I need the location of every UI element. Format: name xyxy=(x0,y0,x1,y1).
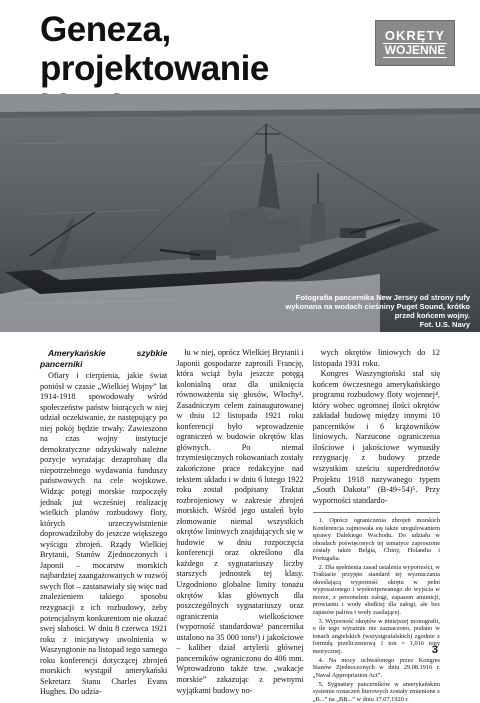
column-2 xyxy=(176,348,304,695)
title-line-1: Geneza, projektowanie xyxy=(40,10,269,88)
footnote: 4. Na mocy uchwalonego przez Kongres Stanów Zjednoczonych w dniu 29.08.1916 r. „Naval Appropriation Act”. xyxy=(312,656,440,679)
photo-credit: Fot. U.S. Navy xyxy=(419,320,470,329)
page-number: 3 xyxy=(431,644,438,656)
footnote: 2. Dla spełnienia zasad ustalenia wyporności, w Traktacie przyjęto standard tej wyznaczania określającą wyporność okrętu w pełni wyposażonego i wyekwipowanego do wyjścia w morze, z personelem załogi, zapasem amunicji, prowiantu i wody słodkiej dla załogi, ale bez zapasów paliwa i wody zasilającej. xyxy=(312,563,440,616)
magazine-logo xyxy=(375,20,455,66)
paragraph: łu w niej, oprócz Wielkiej Brytanii i Japonii gospodarze zaprosili Francję, która wciąż była jeszcze potęgą kolonialną oraz dla uniknięcia równoważenia się głosów, Włochy¹. Zasadniczym celem zainaugurowanej w dniu 12 listopada 1921 roku konferencji było wprowadzenie ograniczeń w budowie okrętów klas głównych. Po niemal trzymiesięcznych rokowaniach zostały zakończone prace redakcyjne nad tekstem układu i w dniu 6 lutego 1922 roku został podpisany Traktat rozbrojeniowy w zakresie zbrojeń morskich. Wśród jego ustaleń było złomowanie niemal wszystkich okrętów liniowych znajdujących się w budowie w dniu rozpoczęcia konferencji oraz określono dla każdego z sygnatariuszy liczby starszych jednostek tej klasy. Uzgodniono globalne limity tonażu okrętów klas głównych dla poszczególnych sygnatariuszy oraz ograniczenia wielkościowe (wyporność standardowa² pancernika ustalono na 35 000 tons³) i jakościowe – kaliber dział artylerii głównej pancerników ograniczono do 406 mm. Wprowadzono także tzw. „wakacje morskie” zakazując z pewnymi wyjątkami budowy no- xyxy=(176,348,304,695)
paragraph: wych okrętów liniowych do 12 listopada 1931 roku. xyxy=(312,348,440,368)
footnotes xyxy=(313,512,440,703)
logo-line-2: WOJENNE xyxy=(384,42,446,57)
column-1 xyxy=(40,348,168,697)
article-body xyxy=(40,348,440,703)
photo-caption xyxy=(282,293,470,329)
footnote: 3. Wyporność okrętów w niniejszej monografii, o ile tego wyraźnie nie zaznaczono, podano w tonach angielskich (wszystgrafalskich) zgodnie z formułą przeliczeniową 1 ton = 1,016 tony metrycznej. xyxy=(312,617,440,655)
column-3 xyxy=(312,348,440,703)
section-heading: Amerykańskie szybkie pancerniki xyxy=(40,348,168,369)
paragraph: Kongres Waszyngtoński stał się końcem ówczesnego amerykańskiego programu rozbudowy floty wojennej⁴, który wobec ogromnej ilości okrętów zakładał budowę między innymi 10 pancerników i 6 krążowników liniowych. Narzucone ograniczenia ilościowe i jakościowe wymusiły rezygnację z budowy przede wszystkim sześciu superdrednotów Projektu 1918 nazywanego typem „South Dakota” (B-49÷54)⁵. Przy wyporności standardo- xyxy=(312,369,440,505)
caption-text: Fotografia pancernika New Jersey od strony rufy wykonana na wodach cieśniny Puget Sound, krótko przed końcem wojny. xyxy=(285,293,470,320)
paragraph: Ofiary i cierpienia, jakie świat poniósł w czasie „Wielkiej Wojny” lat 1914-1918 spowodowały wśród społeczeństw państw biorących w niej udział oczekiwanie, że następujący po niej pokój będzie trwały. Zawieszono na czas wojny instytucje demokratyczne odzyskiwały należne pozycje wyrażając dezaprobatę dla niepotrzebnego wydawania funduszy państwowych na cele wojskowe. Widząc potęgi morskie rozpoczęły jednak już wcześniej realizację wielkich planów rozbudowy floty, których urzeczywistnienie doprowadziłoby do jeszcze większego wyścigu zbrojeń. Rządy Wielkiej Brytanii, Stanów Zjednoczonych i Japonii – mocarstw morskich najbardziej zaangażowanych w rozwój swych flot – zastanawiały się więc nad znalezieniem takiego sposobu rezygnacji z ich rozbudowy, żeby potencjalnym konkurentom nie okazać swej słabości. W dniu 8 czerwca 1921 roku z inicjatywy uwolnienia w Waszyngtonie na listopad tego samego roku konferencji dotyczącej zbrojeń morskich wystąpił amerykański Sekretarz Stanu Charles Evans Hughes. Do udzia- xyxy=(40,371,168,697)
footnote: 1. Oprócz ograniczenia zbrojeń morskich Konferencja zajmowała się także uregulowaniem sprawy Dalekiego Wschodu. Do udziału w obradach poświęconych tej tematyce zaproszone zostały także Belgia, Chiny, Holandia i Portugalia. xyxy=(312,517,440,562)
footnote: 5. Sygnatury pancerników w amerykańskim systemie oznaczeń literowych zostały zmienione z „B...” na „BB...” w dniu 17.07.1920 r. xyxy=(312,680,440,703)
logo-line-1: OKRĘTY xyxy=(384,27,446,43)
